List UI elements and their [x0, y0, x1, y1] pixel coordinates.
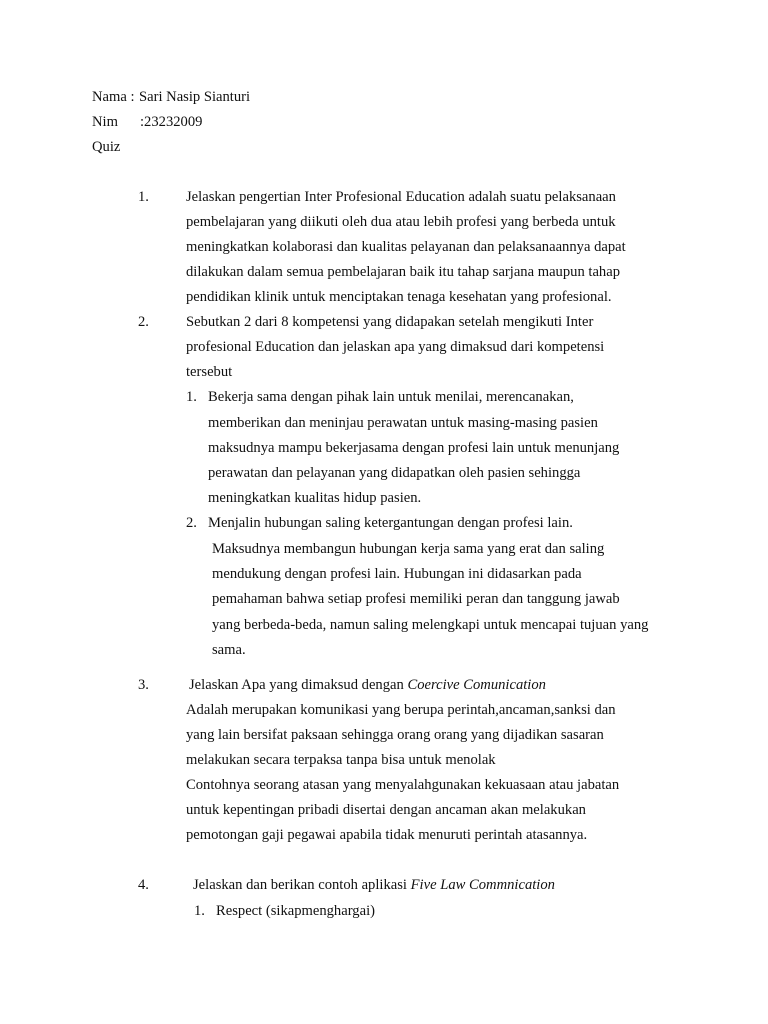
q3-question-prefix: Jelaskan Apa yang dimaksud dengan: [189, 677, 404, 693]
nim-label: Nim: [92, 114, 118, 130]
q3-question-term: Coercive Comunication: [407, 677, 546, 693]
q3-line: Adalah merupakan komunikasi yang berupa perintah,ancaman,sanksi dan: [186, 702, 616, 718]
q2-item1-line: memberikan dan meninjau perawatan untuk masing-masing pasien: [208, 415, 598, 431]
q4-question-term: Five Law Commnication: [410, 877, 555, 893]
q2-item1-line: maksudnya mampu bekerjasama dengan profesi lain untuk menunjang: [208, 440, 620, 456]
q3-line: yang lain bersifat paksaan sehingga orang orang yang dijadikan sasaran: [186, 727, 604, 743]
q2-number: 2.: [138, 314, 149, 330]
q1-line: Jelaskan pengertian Inter Profesional Education adalah suatu pelaksanaan: [186, 189, 616, 205]
quiz-label: Quiz: [92, 139, 121, 155]
q1-number: 1.: [138, 189, 149, 205]
q4-number: 4.: [138, 877, 149, 893]
q2-line: Sebutkan 2 dari 8 kompetensi yang didapakan setelah mengikuti Inter: [186, 314, 594, 330]
q2-item2-line: Menjalin hubungan saling ketergantungan dengan profesi lain.: [208, 515, 573, 531]
q3-line: melakukan secara terpaksa tanpa bisa untuk menolak: [186, 752, 496, 768]
q2-item2-line: pemahaman bahwa setiap profesi memiliki peran dan tanggung jawab: [212, 591, 620, 607]
q1-line: pendidikan klinik untuk menciptakan tenaga kesehatan yang profesional.: [186, 289, 612, 305]
q1-line: meningkatkan kolaborasi dan kualitas pelayanan dan pelaksanaannya dapat: [186, 239, 626, 255]
q4-question: [193, 876, 555, 894]
q2-item2-line: mendukung dengan profesi lain. Hubungan ini didasarkan pada: [212, 566, 582, 582]
q2-item2-line: Maksudnya membangun hubungan kerja sama yang erat dan saling: [212, 541, 605, 557]
q4-item1-number: 1.: [194, 903, 205, 919]
q1-line: dilakukan dalam semua pembelajaran baik itu tahap sarjana maupun tahap: [186, 264, 621, 280]
q4-item1-text: Respect (sikapmenghargai): [216, 903, 375, 919]
q2-item2-line: yang berbeda-beda, namun saling melengkapi untuk mencapai tujuan yang: [212, 617, 649, 633]
nim-value: :23232009: [140, 114, 203, 130]
q3-line: pemotongan gaji pegawai apabila tidak menuruti perintah atasannya.: [186, 827, 588, 843]
q2-item1-line: perawatan dan pelayanan yang didapatkan oleh pasien sehingga: [208, 465, 581, 481]
q4-question-prefix: Jelaskan dan berikan contoh aplikasi: [193, 877, 407, 893]
q2-item1-number: 1.: [186, 389, 197, 405]
q3-line: Contohnya seorang atasan yang menyalahgunakan kekuasaan atau jabatan: [186, 777, 620, 793]
q3-number: 3.: [138, 677, 149, 693]
q1-line: pembelajaran yang diikuti oleh dua atau lebih profesi yang berbeda untuk: [186, 214, 616, 230]
q3-line: untuk kepentingan pribadi disertai dengan ancaman akan melakukan: [186, 802, 586, 818]
q2-line: tersebut: [186, 364, 233, 380]
q2-line: profesional Education dan jelaskan apa yang dimaksud dari kompetensi: [186, 339, 605, 355]
q2-item2-number: 2.: [186, 515, 197, 531]
q2-item1-line: Bekerja sama dengan pihak lain untuk menilai, merencanakan,: [208, 389, 574, 405]
nama-value: Sari Nasip Sianturi: [139, 89, 251, 105]
q2-item1-line: meningkatkan kualitas hidup pasien.: [208, 490, 422, 506]
nama-label: Nama :: [92, 89, 135, 105]
q3-question: [189, 676, 546, 694]
q2-item2-line: sama.: [212, 642, 246, 658]
